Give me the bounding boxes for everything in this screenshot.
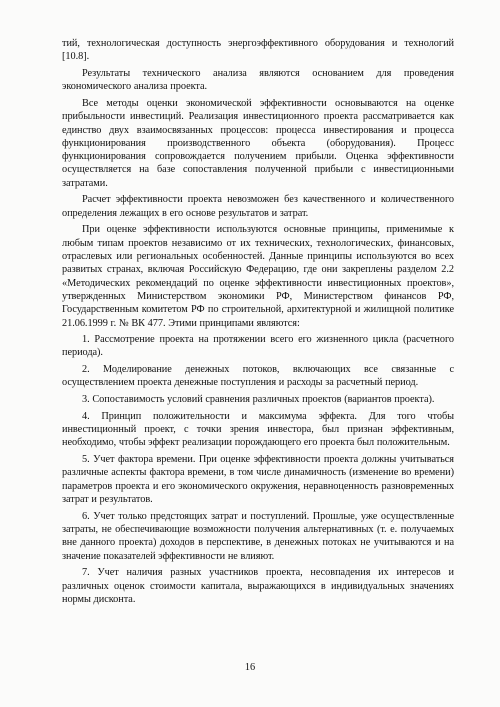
paragraph-evaluation-methods: Все методы оценки экономической эффективности основываются на оценке прибыльности инвестиций. Реализация инвестиционного проекта рассматривается как единство двух взаимосвязанных процессов: процесса инвестирования и процесса функционирования производственного объекта (оборудования). Процесс функционирования сопровождается получением прибыли. Оценка эффективности осуществляется на базе сопоставления полученной прибыли с инвестиционными затратами. [62,97,454,189]
principle-2: 2. Моделирование денежных потоков, включающих все связанные с осуществлением проекта денежные поступления и расходы за расчетный период. [62,364,454,389]
principle-7: 7. Учет наличия разных участников проекта, несовпадения их интересов и различных оценок стоимости капитала, выражающихся в индивидуальных значениях нормы дисконта. [62,567,454,605]
principle-3: 3. Сопоставимость условий сравнения различных проектов (вариантов проекта). [82,394,435,406]
paragraph-efficiency-calculation: Расчет эффективности проекта невозможен без качественного и количественного определения лежащих в его основе результатов и затрат. [62,194,454,219]
principle-1: 1. Рассмотрение проекта на протяжении всего его жизненного цикла (расчетного периода). [62,334,454,359]
principle-6: 6. Учет только предстоящих затрат и поступлений. Прошлые, уже осуществленные затраты, не обеспечивающие возможности получения альтернативных (т. е. получаемых вне данного проекта) доходов в перспективе, в денежных потоках не учитываются и на значение показателей эффективности не влияют. [62,510,454,562]
paragraph-principles-intro: При оценке эффективности используются основные принципы, применимые к любым типам проектов независимо от их технических, технологических, финансовых, отраслевых или региональных особенностей. Данные принципы используются во всех развитых странах, включая Российскую Федерацию, где они закреплены разделом 2.2 «Методических рекомендаций по оценке эффективности инвестиционных проектов», утвержденных Министерством экономики РФ, Министерством финансов РФ, Государственным комитетом РФ по строительной, архитектурной и жилищной политике 21.06.1999 г. № ВК 477. Этими принципами являются: [62,224,454,329]
page-number: 16 [244,662,256,673]
paragraph-continuation: тий, технологическая доступность энергоэффективного оборудования и технологий [10.8]. [62,38,454,63]
principle-4: 4. Принцип положительности и максимума эффекта. Для того чтобы инвестиционный проект, с точки зрения инвестора, был признан эффективным, необходимо, чтобы эффект реализации порождающего его проекта был положительным. [62,410,454,449]
page-body [62,37,454,606]
paragraph-technical-analysis: Результаты технического анализа являются основанием для проведения экономического анализа проекта. [62,67,454,93]
principle-5: 5. Учет фактора времени. При оценке эффективности проекта должны учитываться различные аспекты фактора времени, в том числе динамичность (изменение во времени) параметров проекта и его экономического окружения, неравноценность разновременных затрат и результатов. [62,454,454,506]
